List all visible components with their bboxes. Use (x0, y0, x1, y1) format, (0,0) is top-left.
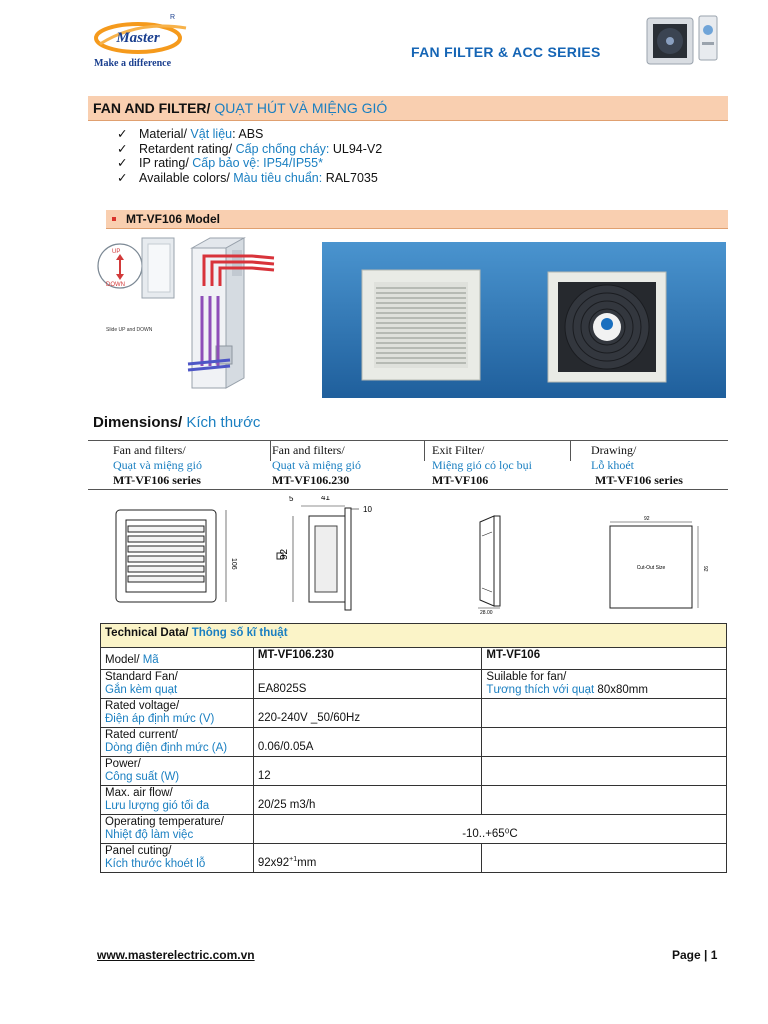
header-product-image (645, 12, 721, 68)
page-number: Page | 1 (672, 948, 718, 962)
drawing-cutout (600, 496, 715, 614)
column-separator (424, 441, 425, 461)
table-row: Max. air flow/ Lưu lượng gió tối đa 20/25 m3/h (101, 786, 727, 815)
table-row: Rated voltage/ Điện áp định mức (V) 220-240V _50/60Hz (101, 699, 727, 728)
registered-mark: R (170, 14, 176, 21)
table-row: Power/ Công suất (W) 12 (101, 757, 727, 786)
dim-column-4: Drawing/ Lỗ khoét MT-VF106 series (591, 443, 683, 487)
checkmark-icon: ✓ (117, 141, 128, 156)
table-row: Operating temperature/ Nhiệt độ làm việc -10..+65⁰C (101, 815, 727, 844)
depth-dimension: 28.00 (480, 610, 493, 614)
column-separator (570, 441, 571, 461)
svg-text:10: 10 (363, 505, 372, 514)
airflow-diagram (92, 236, 297, 398)
series-title: FAN FILTER & ACC SERIES (411, 44, 601, 60)
diagram-caption: Slide UP and DOWN (106, 327, 153, 333)
checkmark-icon: ✓ (117, 127, 128, 141)
divider (88, 489, 728, 490)
92-dimension: 92 (279, 548, 290, 560)
svg-text:92: 92 (644, 516, 650, 522)
section-header (88, 96, 728, 121)
bullet-square-icon (112, 217, 116, 221)
svg-text:5: 5 (289, 496, 294, 503)
website-link[interactable]: www.masterelectric.com.vn (97, 948, 255, 962)
column-separator (270, 441, 271, 461)
bullet-colors: ✓ Available colors/ Màu tiêu chuẩn: RAL7035 (117, 170, 378, 185)
section-title-vi: QUẠT HÚT VÀ MIỆNG GIÓ (210, 100, 388, 116)
drawing-exit-filter (460, 496, 530, 614)
svg-text:41: 41 (321, 496, 330, 502)
height-dimension: 106 (230, 558, 237, 570)
model-title: MT-VF106 Model (126, 212, 221, 226)
table-row: Standard Fan/ Gắn kèm quạt EA8025S Suilable for fan/ Tương thích với quạt 80x80mm (101, 670, 727, 699)
product-photo (322, 242, 726, 398)
checkmark-icon: ✓ (117, 156, 128, 170)
up-label: UP (112, 249, 121, 255)
logo-tagline: Make a difference (94, 58, 172, 69)
model-header (106, 210, 728, 229)
dim-column-2: Fan and filters/ Quạt và miệng gió MT-VF106.230 (272, 443, 361, 487)
dimensions-title: Dimensions/ Kích thước (93, 414, 261, 431)
down-label: DOWN (106, 282, 125, 288)
dim-column-1: Fan and filters/ Quạt và miệng gió MT-VF106 series (113, 443, 202, 487)
technical-data-table (100, 623, 727, 873)
table-row: Rated current/ Dòng điện định mức (A) 0.06/0.05A (101, 728, 727, 757)
divider (88, 440, 728, 441)
logo-wordmark: Master (116, 30, 160, 46)
bullet-material: ✓ Material/ Vật liệu: ABS (117, 127, 264, 141)
checkmark-icon: ✓ (117, 170, 128, 185)
spec-bullet-list (117, 127, 382, 185)
bullet-retardent: ✓ Retardent rating/ Cấp chống cháy: UL94-V2 (117, 141, 383, 156)
table-header: Technical Data/ Thông số kĩ thuật (101, 624, 727, 648)
drawing-front-view (110, 496, 240, 614)
cutout-label: Cut-Out Size (636, 565, 666, 571)
table-row: Model/ Mã MT-VF106.230 MT-VF106 (101, 648, 727, 670)
bullet-ip-rating: ✓ IP rating/ Cấp bảo vệ: IP54/IP55* (117, 156, 323, 170)
table-row: Panel cuting/ Kích thước khoét lỗ $92x92^{+1}mm$ (101, 844, 727, 873)
dim-column-3: Exit Filter/ Miệng gió có lọc bụi MT-VF106 (432, 443, 532, 487)
section-title-en: FAN AND FILTER/ (93, 100, 211, 116)
drawing-side-view (275, 496, 385, 614)
svg-text:92: 92 (702, 566, 708, 572)
